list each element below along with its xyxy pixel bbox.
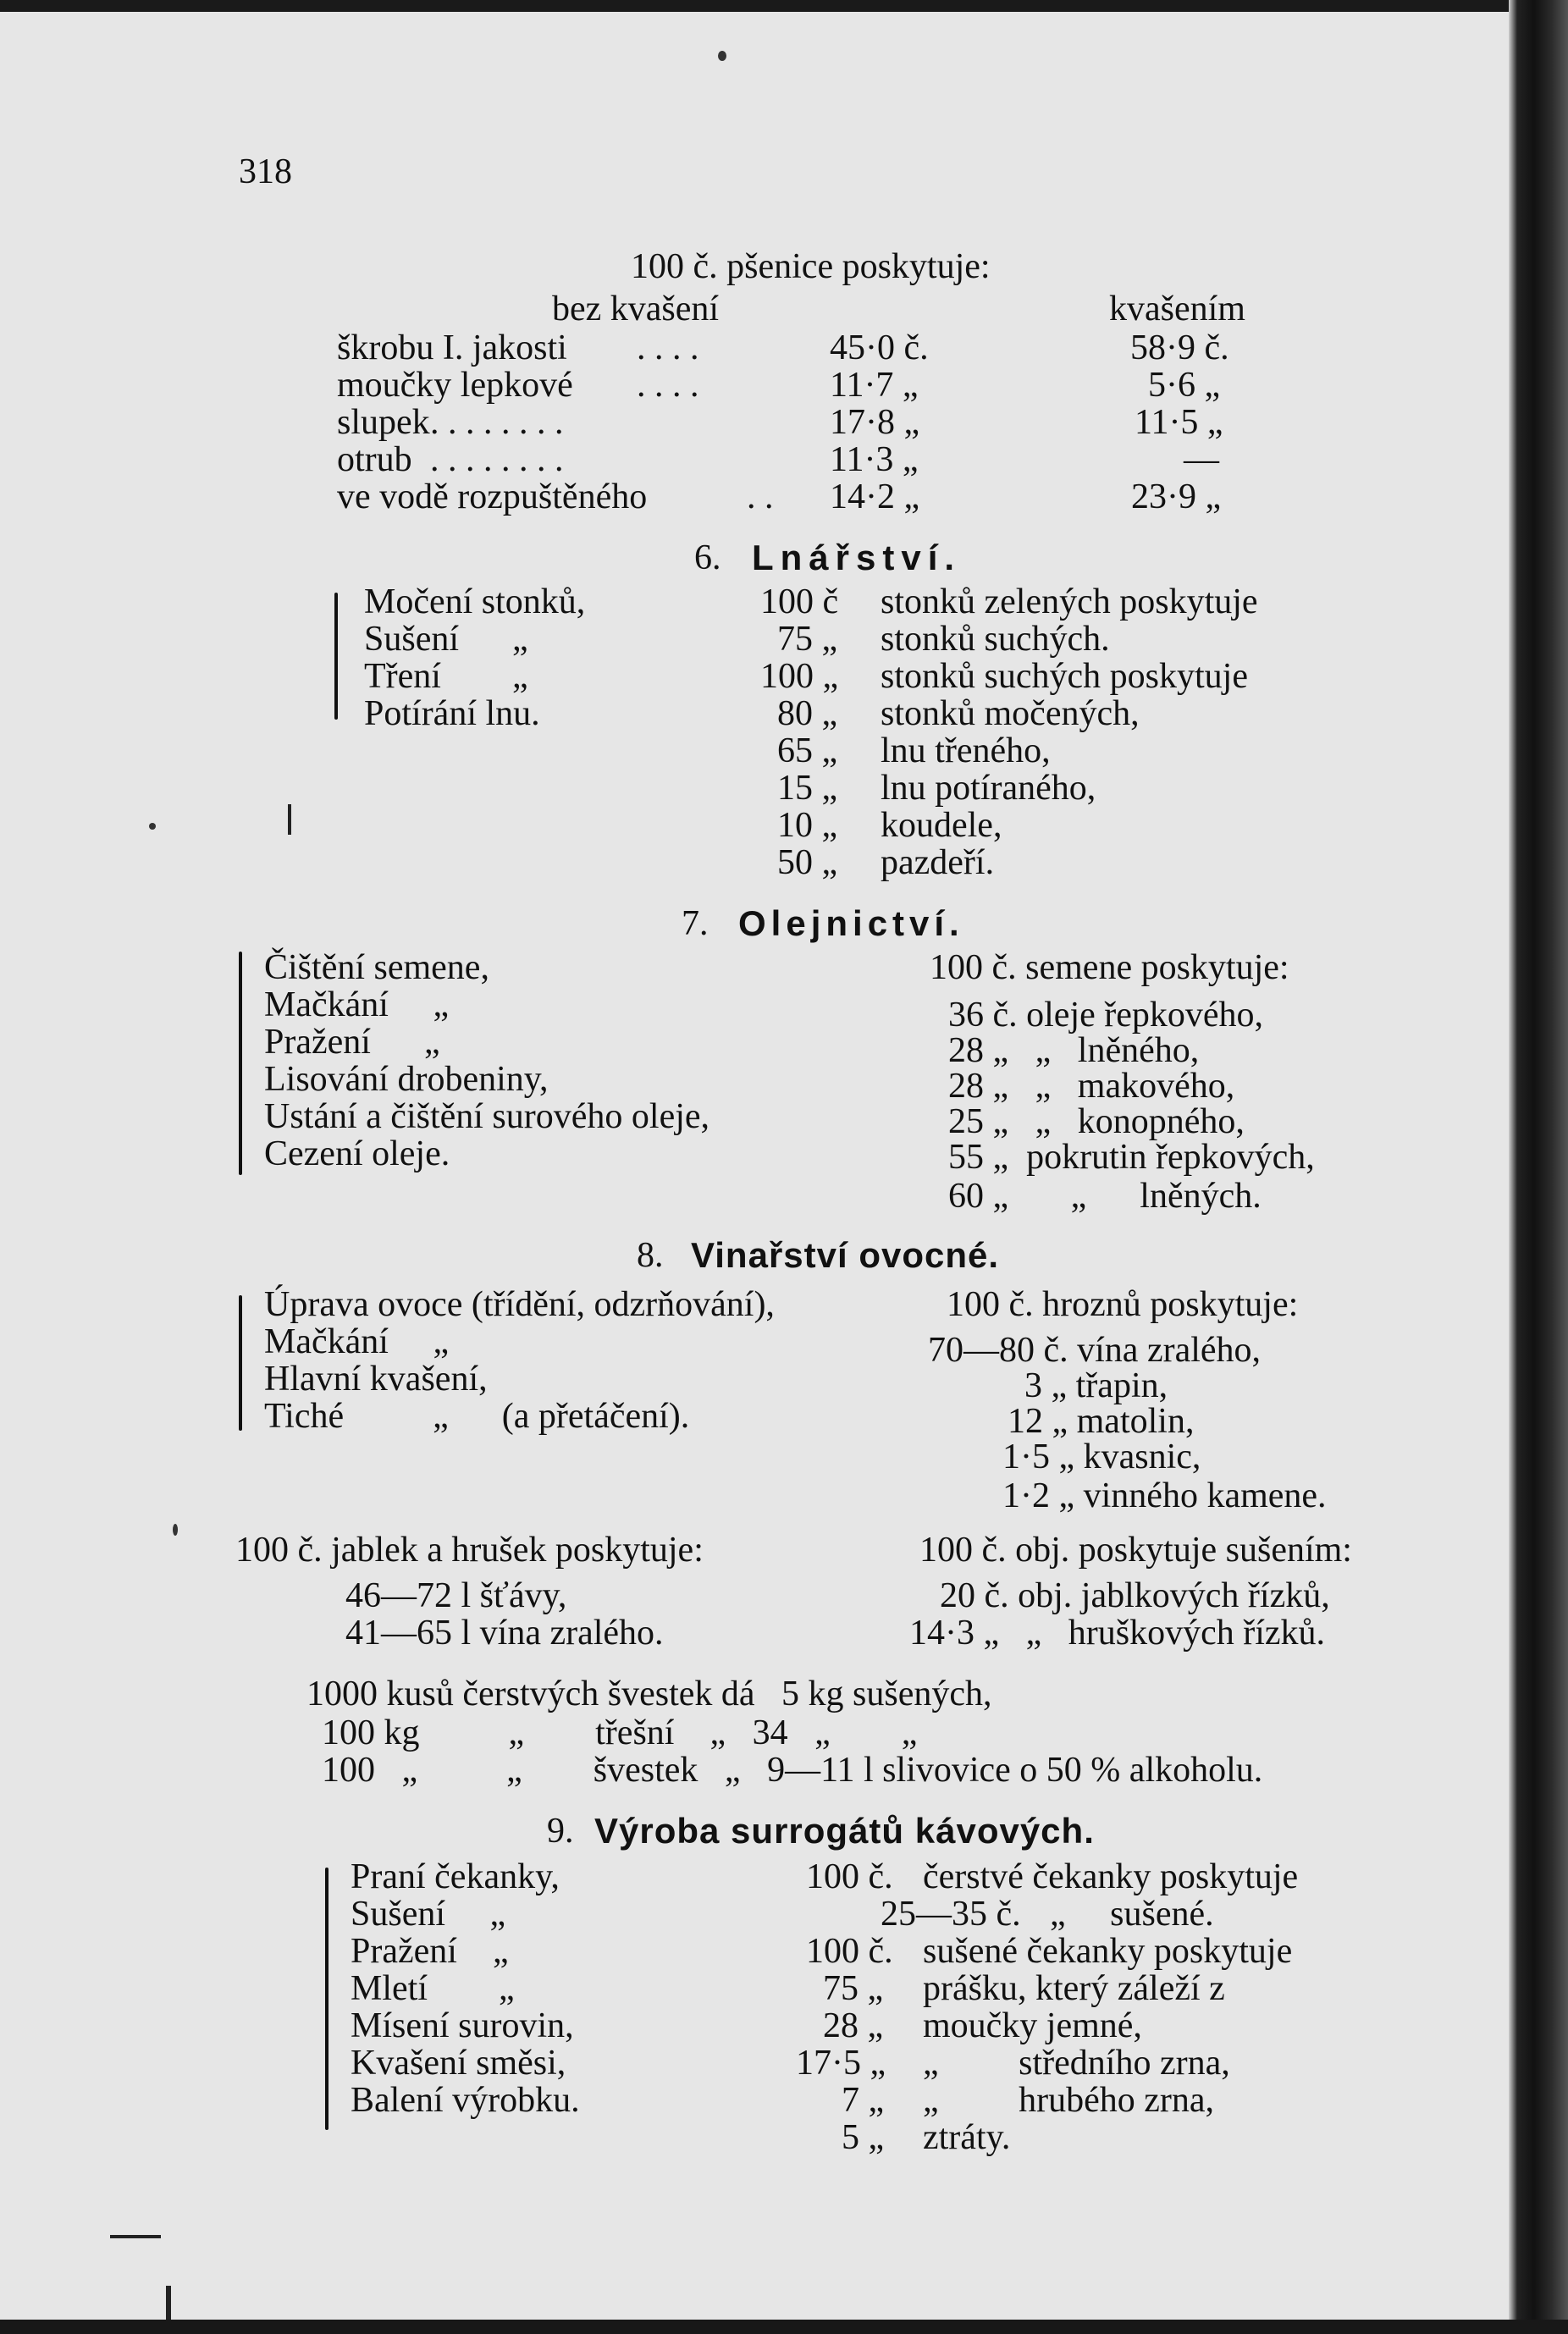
product: sušené čekanky poskytuje — [923, 1932, 1293, 1971]
section-number: 7. — [682, 904, 709, 943]
wheat-row-value: 14·2 „ — [830, 477, 920, 516]
scan-edge-right — [1509, 0, 1568, 2334]
process-step: Balení výrobku. — [351, 2081, 580, 2120]
yield-line: 70—80 č. vína zralého, — [928, 1331, 1262, 1370]
wheat-header: 100 č. pšenice poskytuje: — [631, 247, 991, 286]
process-step: Tiché „ (a přetáčení). — [264, 1397, 690, 1436]
wheat-row-value: — — [1184, 440, 1219, 479]
process-step: Hlavní kvašení, — [264, 1360, 488, 1399]
wheat-row-value: 58·9 č. — [1130, 328, 1229, 367]
amount: 5 „ — [842, 2118, 885, 2157]
plum-line: 100 kg „ třešní „ 34 „ „ — [322, 1713, 918, 1752]
process-step: Pražení „ — [264, 1023, 440, 1062]
section-title: Olejnictví. — [738, 903, 964, 943]
amount: 80 „ — [777, 694, 838, 733]
apples-header: 100 č. jablek a hrušek poskytuje: — [235, 1531, 704, 1570]
yield-line: 28 „ „ lněného, — [948, 1031, 1200, 1070]
yield-line: 25 „ „ konopného, — [948, 1102, 1245, 1141]
bracket — [239, 1295, 242, 1431]
product: koudele, — [881, 806, 1002, 845]
product: čerstvé čekanky poskytuje — [923, 1857, 1299, 1896]
process-step: Pražení „ — [351, 1932, 509, 1971]
process-step: Mletí „ — [351, 1969, 515, 2008]
stray-mark — [110, 2235, 161, 2238]
product: „ sušené. — [1050, 1895, 1214, 1934]
process-step: Mísení surovin, — [351, 2006, 574, 2045]
process-step: Mačkání „ — [264, 985, 450, 1024]
wheat-row-value: 45·0 č. — [830, 328, 929, 367]
amount: 100 č — [760, 582, 839, 621]
bracket — [334, 593, 338, 720]
section-title: Výroba surrogátů kávových. — [594, 1811, 1095, 1851]
bracket — [239, 952, 242, 1175]
leader-dots: . . . . — [637, 328, 699, 367]
process-step: Tření „ — [364, 657, 528, 696]
wheat-row-label: moučky lepkové — [337, 366, 573, 405]
product: pazdeří. — [881, 843, 995, 882]
amount: 100 „ — [760, 657, 839, 696]
process-step: Ustání a čištění surového oleje, — [264, 1097, 710, 1136]
amount: 10 „ — [777, 806, 838, 845]
wheat-row-value: 23·9 „ — [1131, 477, 1222, 516]
amount: 75 „ — [777, 620, 838, 659]
yield-line: 100 č. semene poskytuje: — [930, 948, 1289, 987]
amount: 25—35 č. — [881, 1895, 1021, 1934]
product: ztráty. — [923, 2118, 1011, 2157]
dried-header: 100 č. obj. poskytuje sušením: — [919, 1531, 1352, 1570]
amount: 100 č. — [806, 1857, 893, 1896]
yield-line: 1·5 „ kvasnic, — [1002, 1437, 1201, 1476]
amount: 17·5 „ — [796, 2044, 886, 2083]
yield-line: 12 „ matolin, — [1008, 1402, 1195, 1441]
yield-line: 55 „ pokrutin řepkových, — [948, 1138, 1315, 1177]
col-head-without-fermentation: bez kvašení — [552, 290, 720, 328]
amount: 50 „ — [777, 843, 838, 882]
product: stonků suchých. — [881, 620, 1110, 659]
stray-mark — [166, 2286, 171, 2320]
process-step: Potírání lnu. — [364, 694, 540, 733]
wheat-row-value: 5·6 „ — [1148, 366, 1221, 405]
wheat-row-value: 11·5 „ — [1135, 403, 1223, 442]
product: prášku, který záleží z — [923, 1969, 1225, 2008]
col-head-with-fermentation: kvašením — [1109, 290, 1245, 328]
wheat-row-label: škrobu I. jakosti — [337, 328, 567, 367]
process-step: Sušení „ — [351, 1895, 506, 1934]
yield-line: 60 „ „ lněných. — [948, 1177, 1262, 1216]
yield-line: 28 „ „ makového, — [948, 1067, 1235, 1106]
leader-dots: . . . . . . . . — [430, 403, 564, 442]
bracket — [325, 1868, 329, 2130]
amount: 7 „ — [842, 2081, 885, 2120]
product: lnu potíraného, — [881, 769, 1096, 808]
product: moučky jemné, — [923, 2006, 1142, 2045]
product: „ středního zrna, — [923, 2044, 1230, 2083]
amount: 65 „ — [777, 731, 838, 770]
product: lnu třeného, — [881, 731, 1051, 770]
process-step: Kvašení směsi, — [351, 2044, 566, 2083]
wheat-row-value: 11·7 „ — [830, 366, 919, 405]
apples-yield: 46—72 l šťávy, — [345, 1576, 567, 1615]
product: stonků zelených poskytuje — [881, 582, 1258, 621]
section-title: Lnářství. — [752, 538, 962, 577]
speck — [173, 1524, 178, 1536]
process-step: Úprava ovoce (třídění, odzrňování), — [264, 1285, 775, 1324]
amount: 28 „ — [823, 2006, 884, 2045]
process-step: Cezení oleje. — [264, 1134, 450, 1173]
product: stonků močených, — [881, 694, 1140, 733]
yield-line: 36 č. oleje řepkového, — [948, 996, 1264, 1035]
apples-yield: 41—65 l vína zralého. — [345, 1614, 664, 1653]
page-number: 318 — [239, 152, 292, 191]
leader-dots: . . . . — [637, 366, 699, 405]
product: stonků suchých poskytuje — [881, 657, 1248, 696]
yield-line: 100 č. hroznů poskytuje: — [947, 1285, 1299, 1324]
speck — [149, 823, 156, 830]
stray-mark — [288, 804, 291, 835]
plum-line: 100 „ „ švestek „ 9—11 l slivovice o 50 % alkoholu. — [322, 1751, 1263, 1790]
dried-yield: 14·3 „ „ hruškových řízků. — [909, 1614, 1326, 1653]
amount: 15 „ — [777, 769, 838, 808]
section-title: Vinařství ovocné. — [691, 1235, 1000, 1275]
wheat-row-value: 17·8 „ — [830, 403, 920, 442]
scan-edge-bottom — [0, 2320, 1568, 2334]
yield-line: 3 „ třapin, — [1024, 1366, 1168, 1405]
section-number: 9. — [547, 1812, 574, 1851]
yield-line: 1·2 „ vinného kamene. — [1002, 1476, 1327, 1515]
amount: 75 „ — [823, 1969, 884, 2008]
process-step: Sušení „ — [364, 620, 528, 659]
process-step: Mačkání „ — [264, 1322, 450, 1361]
dried-yield: 20 č. obj. jablkových řízků, — [940, 1576, 1330, 1615]
process-step: Lisování drobeniny, — [264, 1060, 549, 1099]
wheat-row-label: slupek — [337, 403, 430, 442]
process-step: Čištění semene, — [264, 948, 489, 987]
speck — [718, 51, 726, 61]
wheat-row-label: ve vodě rozpuštěného — [337, 477, 648, 516]
scan-edge-top — [0, 0, 1568, 12]
amount: 100 č. — [806, 1932, 893, 1971]
product: „ hrubého zrna, — [923, 2081, 1215, 2120]
wheat-row-value: 11·3 „ — [830, 440, 919, 479]
section-number: 6. — [694, 538, 721, 577]
wheat-row-label: otrub — [337, 440, 412, 479]
plum-line: 1000 kusů čerstvých švestek dá 5 kg sušených, — [306, 1675, 992, 1713]
leader-dots: . . . . . . . . — [430, 440, 564, 479]
leader-dots: . . — [747, 477, 774, 516]
section-number: 8. — [637, 1236, 664, 1275]
process-step: Močení stonků, — [364, 582, 586, 621]
process-step: Praní čekanky, — [351, 1857, 560, 1896]
